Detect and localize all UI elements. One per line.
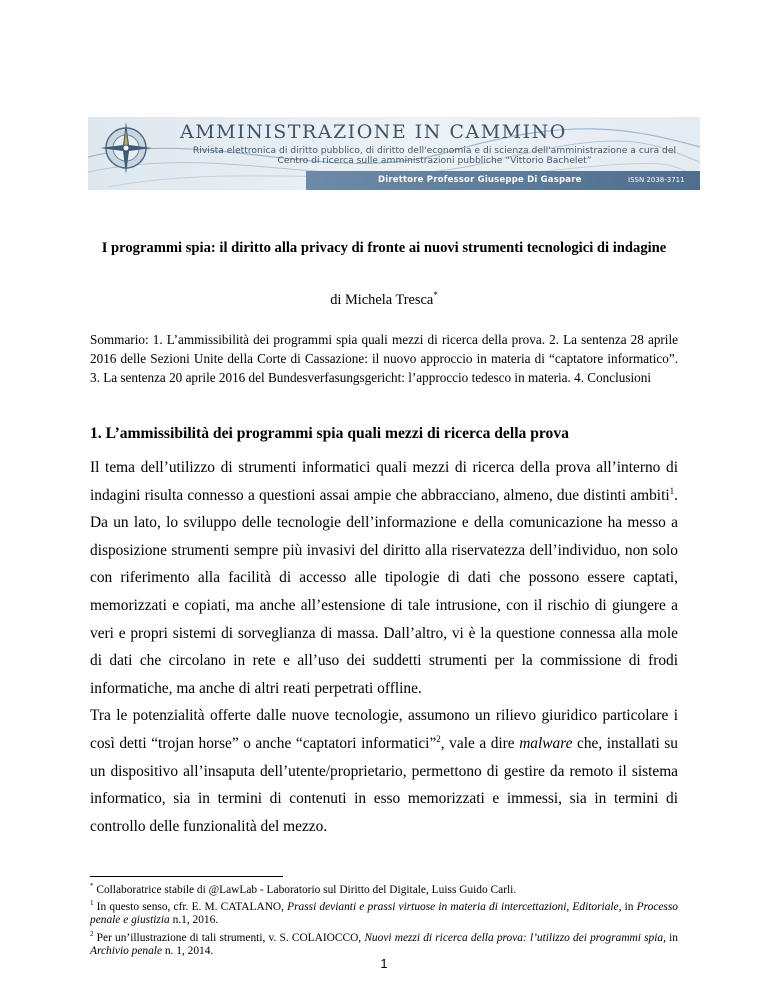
journal-name: AMMINISTRAZIONE IN CAMMINO	[180, 121, 567, 143]
journal-director: Direttore Professor Giuseppe Di Gaspare	[378, 175, 582, 185]
article-body	[90, 454, 678, 840]
footnote-separator	[90, 876, 283, 877]
journal-banner	[88, 117, 700, 190]
footnote-author: * Collaboratrice stabile di @LawLab - Laboratorio sul Diritto del Digitale, Luiss Guido Carli.	[90, 882, 517, 896]
compass-logo-icon	[98, 120, 154, 176]
footnote-1: $^1$ In questo senso, cfr. E. M. CATALANO, Prassi devianti e prassi virtuose in materia di intercettazioni, Editoriale, in Processo penale e giustizia n.1, 2016.	[90, 899, 678, 927]
author-name: di Michela Tresca	[330, 291, 434, 308]
footnote-ref-2: 2	[436, 733, 441, 744]
article-title: I programmi spia: il diritto alla privacy di fronte ai nuovi strumenti tecnologici di indagine	[101, 240, 667, 256]
footnote-ref-1: 1	[669, 485, 675, 496]
footnote-2: $^2$ Per un’illustrazione di tali strumenti, v. S. COLAIOCCO, Nuovi mezzi di ricerca della prova: l’utilizzo dei programmi spia, in Archivio penale n. 1, 2014.	[90, 929, 678, 958]
article-summary: Sommario: 1. L’ammissibilità dei programmi spia quali mezzi di ricerca della prova. 2. La sentenza 28 aprile 2016 delle Sezioni Unite della Corte di Cassazione: il nuovo approccio in materia di “captatore informatico”. 3. La sentenza 20 aprile 2016 del Bundesverfasungsgericht: l’approccio tedesco in materia. 4. Conclusioni	[90, 332, 678, 385]
page-number: 1	[380, 956, 388, 971]
journal-tagline: Rivista elettronica di diritto pubblico, di diritto dell'economia e di scienza dell'amministrazione a cura del Centro di ricerca sulle amministrazioni pubbliche “Vittorio Bachelet”	[192, 145, 677, 166]
body-paragraph: Tra le potenzialità offerte dalle nuove tecnologie, assumono un rilievo giuridico particolare i così detti “trojan horse” o anche “captatori informatici”$^2$, vale a dire malware che, installati su un dispositivo all’insaputa dell’utente/proprietario, permettono di gestire da remoto il sistema informatico, sia in termini di contenuti in esso memorizzati e immessi, sia in termini di controllo delle funzionalità del mezzo.	[90, 707, 678, 835]
footnotes	[90, 880, 678, 958]
author-footnote-mark: *	[433, 290, 438, 300]
body-paragraph: Il tema dell’utilizzo di strumenti informatici quali mezzi di ricerca della prova all’interno di indagini risulta connesso a questioni assai ampie che abbracciano, almeno, due distinti ambiti$^1$. Da un lato, lo sviluppo delle tecnologie dell’informazione e della comunicazione ha messo a disposizione strumenti sempre più invasivi del diritto alla riservatezza dell’individuo, non solo con riferimento alla facilità di accesso alle tipologie di dati che possono essere captati, memorizzati e copiati, ma anche all’estensione di tale intrusione, con il rischio di giungere a veri e propri sistemi di sorveglianza di massa. Dall’altro, vi è la questione connessa alla mole di dati che circolano in rete e all’uso dei suddetti strumenti per la commissione di frodi informatiche, ma anche di altri reati perpetrati offline.	[90, 459, 678, 697]
article-author	[90, 290, 678, 309]
journal-issn: ISSN 2038-3711	[628, 176, 685, 184]
section-heading: 1. L’ammissibilità dei programmi spia quali mezzi di ricerca della prova	[90, 425, 569, 442]
